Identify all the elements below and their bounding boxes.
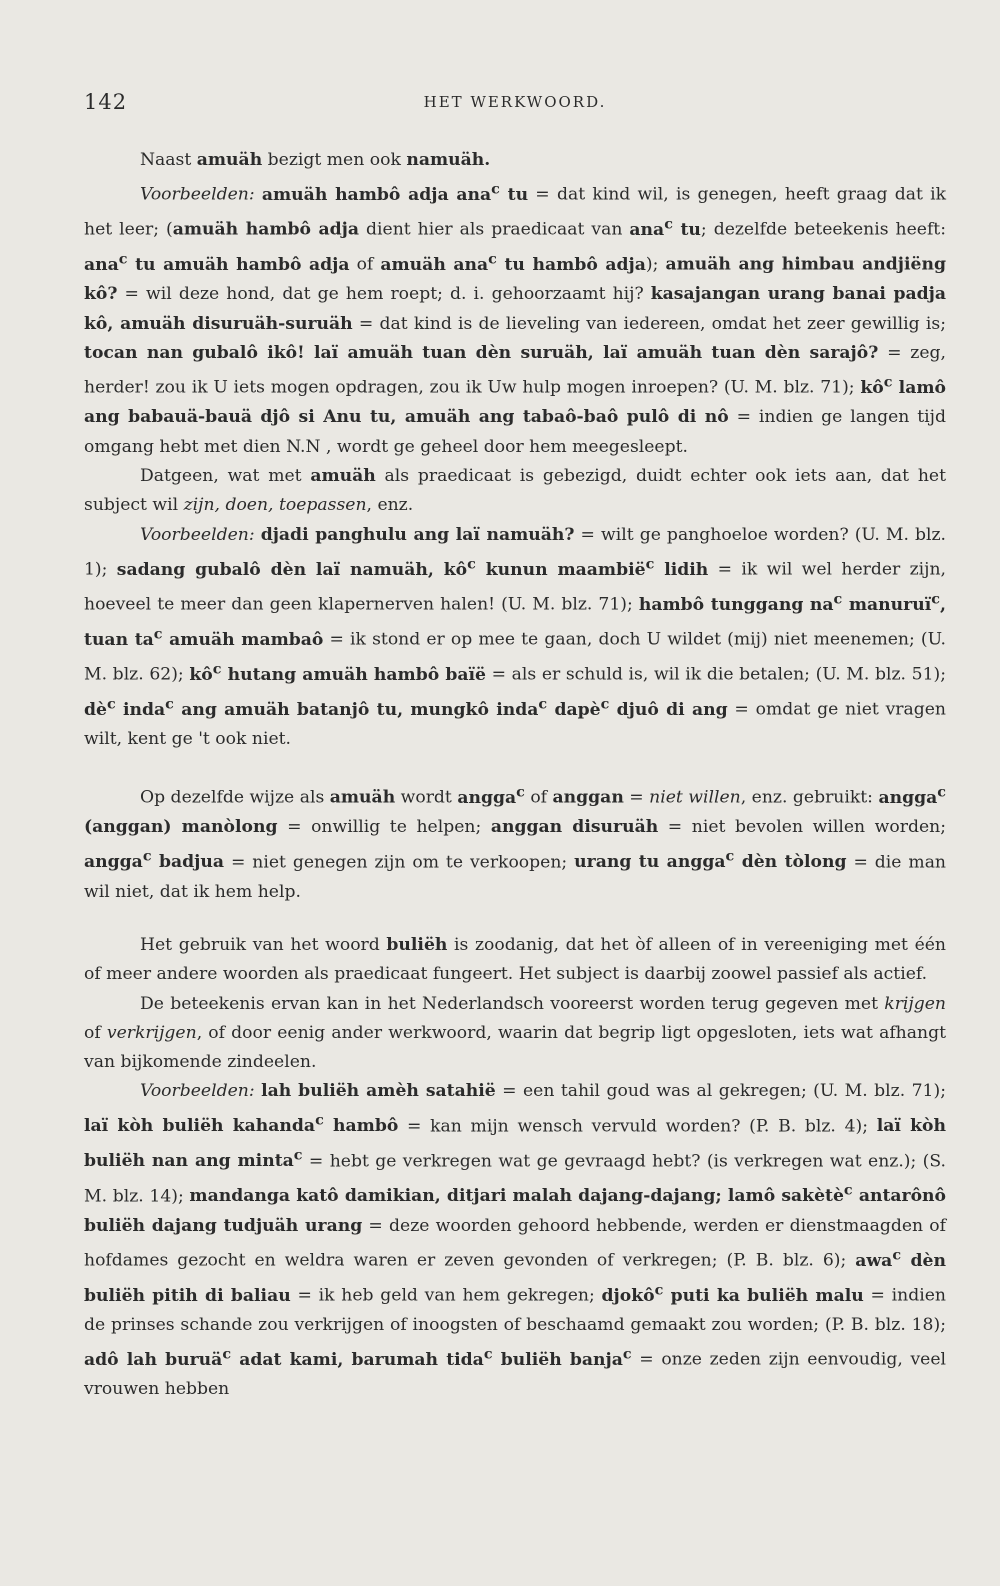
paragraph: Datgeen, wat met amuäh als praedicaat is gebezigd, duidt echter ook iets aan, dat het subject wil zijn, doen, toepassen, enz. (84, 465, 946, 516)
running-title: HET WERKWOORD. (423, 93, 607, 111)
paragraph: Voorbeelden: lah buliëh amèh satahië = een tahil goud was al gekregen; (U. M. blz. 71); laï kòh buliëh kahanda$^c$ hambô = kan mijn wensch vervuld worden? (P. B. blz. 4); laï kòh buliëh nan ang minta$^c$ = hebt ge verkregen wat ge gevraagd hebt? (is verkregen wat enz.); (S. M. blz. 14); mandanga katô damikian, ditjari malah dajang-dajang; lamô sakètè$^c$ antarônô buliëh dajang tudjuäh urang = deze woorden gehoord hebbende, werden er dienstmaagden of hofdames gezocht en weldra waren er zeven gevonden of verkregen; (P. B. blz. 6); awa$^c$ dèn buliëh pitih di baliau = ik heb geld van hem gekregen; djokô$^c$ puti ka buliëh malu = indien de prinses schande zou verkrijgen of inoogsten of beschaamd gemaakt zou worden; (P. B. blz. 18); adô lah buruä$^c$ adat kami, barumah tida$^c$ buliëh banja$^c$ = onze zeden zijn eenvoudig, veel vrouwen hebben (84, 1081, 947, 1400)
paragraph: Voorbeelden: amuäh hambô adja ana$^c$ tu = dat kind wil, is genegen, heeft graag dat ik het leer; (amuäh hambô adja dient hier als praedicaat van ana$^c$ tu; dezelfde beteekenis heeft: ana$^c$ tu amuäh hambô adja of amuäh ana$^c$ tu hambô adja); amuäh ang himbau andjiëng kô? = wil deze hond, dat ge hem roept; d. i. gehoorzaamt hij? kasajangan urang banai padja kô, amuäh disuruäh-suruäh = dat kind is de lieveling van iedereen, omdat het zeer gewillig is; tocan nan gubalô ikô! laï amuäh tuan dèn suruäh, laï amuäh tuan dèn sarajô? = zeg, herder! zou ik U iets mogen opdragen, zou ik Uw hulp mogen inroepen? (U. M. blz. 71); $kô^c$ lamô ang babauä-bauä djô si Anu tu, amuäh ang tabaô-baô pulô di nô = indien ge langen tijd omgang hebt met dien N.N , wordt ge geheel door hem meegesleept. (84, 181, 947, 457)
paragraph: Op dezelfde wijze als amuäh wordt angga$^c$ of anggan = niet willen, enz. gebruikt: angga$^c$ (anggan) manòlong = onwillig te helpen; anggan disuruäh = niet bevolen willen worden; angga$^c$ badjua = niet genegen zijn om te verkoopen; urang tu angga$^c$ dèn tòlong = die man wil niet, dat ik hem help. (84, 784, 947, 902)
paragraph: De beteekenis ervan kan in het Nederlandsch vooreerst worden terug gegeven met krijgen of verkrijgen, of door eenig ander werkwoord, waarin dat begrip ligt opgesloten, iets wat afhangt van bijkomende zindeelen. (84, 993, 946, 1073)
paragraph: Voorbeelden: djadi panghulu ang laï namuäh? = wilt ge panghoeloe worden? (U. M. blz. 1); sadang gubalô dèn laï namuäh, $kô^c$ kunun maambië$^c$ lidih = ik wil wel herder zijn, hoeveel te meer dan geen klapernerven halen! (U. M. blz. 71); hambô tunggang $na^c$ manuruï$^c$, tuan $ta^c$ amuäh mambaô = ik stond er op mee te gaan, doch U wildet (mij) niet meenemen; (U. M. blz. 62); $kô^c$ hutang amuäh hambô baïë = als er schuld is, wil ik die betalen; (U. M. blz. 51); $dè^c$ inda$^c$ ang amuäh batanjô tu, mungkô inda$^c$ dapè$^c$ djuô di ang = omdat ge niet vragen wilt, kent ge 't ook niet. (84, 524, 946, 749)
paragraph: Naast amuäh bezigt men ook namuäh. (140, 150, 491, 170)
paragraph: Het gebruik van het woord buliëh is zoodanig, dat het òf alleen of in vereeniging met één of meer andere woorden als praedicaat fungeert. Het subject is daarbij zoowel passief als actief. (84, 934, 946, 985)
page-body (84, 146, 946, 1405)
page-number: 142 (84, 90, 128, 114)
